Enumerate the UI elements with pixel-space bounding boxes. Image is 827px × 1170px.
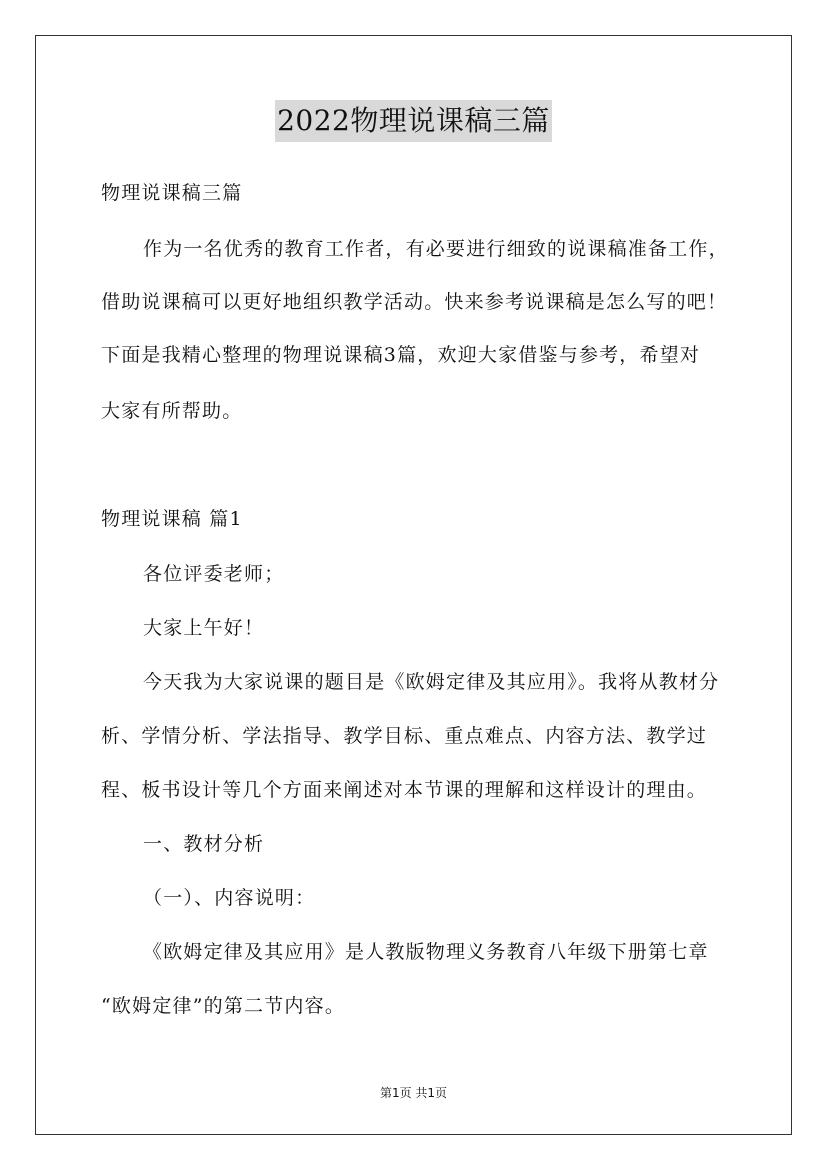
title-wrap [0,100,827,142]
greeting-2: 大家上午好！ [143,617,265,639]
intro-line-4: 大家有所帮助。 [101,400,243,422]
para-1-line-3: 程、板书设计等几个方面来阐述对本节课的理解和这样设计的理由。 [101,779,708,801]
para-1-line-2: 析、学情分析、学法指导、教学目标、重点难点、内容方法、教学过 [101,725,708,747]
section-heading: 物理说课稿 篇1 [101,508,243,530]
page-footer: 第1页 共1页 [379,1086,448,1100]
para-1-line-1: 今天我为大家说课的题目是《欧姆定律及其应用》。我将从教材分 [143,671,720,693]
intro-line-1: 作为一名优秀的教育工作者，有必要进行细致的说课稿准备工作， [143,238,729,260]
intro-line-3: 下面是我精心整理的物理说课稿3篇，欢迎大家借鉴与参考，希望对 [101,344,701,366]
intro-line-2: 借助说课稿可以更好地组织教学活动。快来参考说课稿是怎么写的吧！ [101,291,728,313]
greeting-1: 各位评委老师； [143,563,285,585]
para-2-line-1: 《欧姆定律及其应用》是人教版物理义务教育八年级下册第七章 [143,941,709,963]
para-2-line-2: “欧姆定律”的第二节内容。 [101,995,346,1017]
document-title: 2022物理说课稿三篇 [275,100,552,142]
subtitle: 物理说课稿三篇 [101,182,243,204]
heading-1-1: （一）、内容说明： [143,887,316,909]
heading-1: 一、教材分析 [143,833,265,855]
